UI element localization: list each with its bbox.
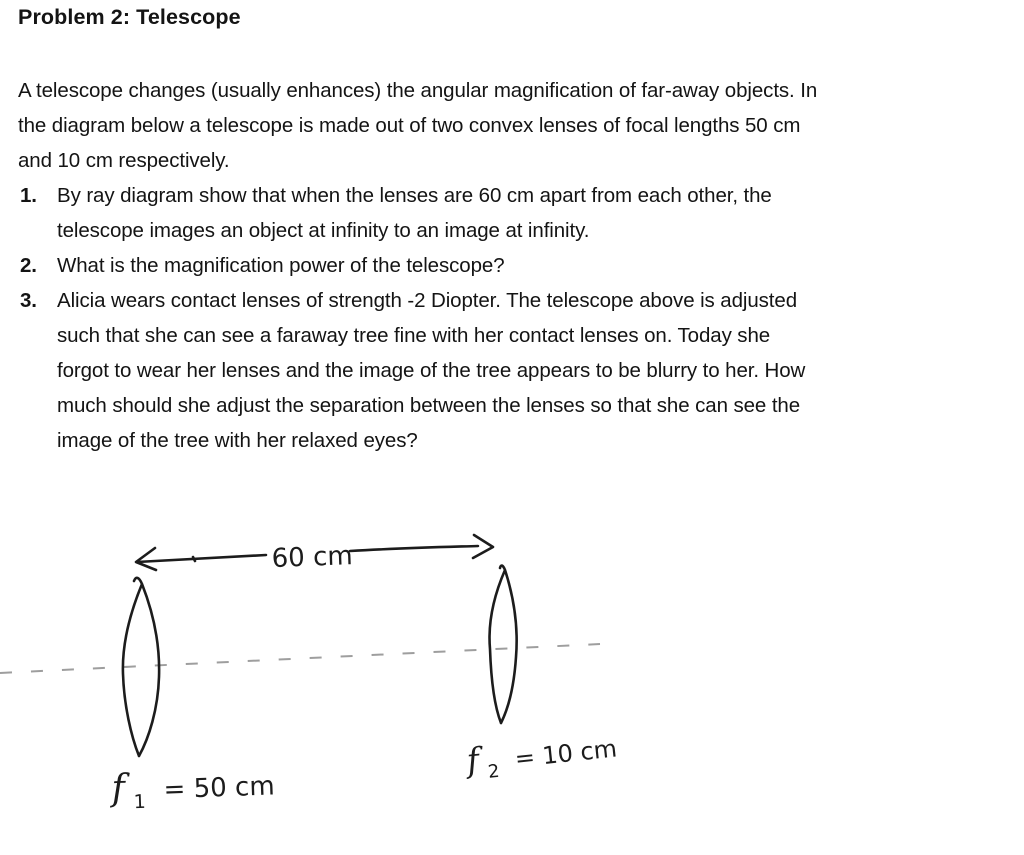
intro-line-1: A telescope changes (usually enhances) the angular magnification of far-away objects. In <box>18 79 818 102</box>
distance-arrow-line-right <box>350 546 478 551</box>
question-item-1 <box>18 178 1008 248</box>
question-number-1: 1. <box>20 184 37 207</box>
question-3-line-4: much should she adjust the separation between the lenses so that she can see the <box>57 394 801 417</box>
question-number-2: 2. <box>20 254 37 277</box>
f1-value: = 50 cm <box>163 771 276 806</box>
question-number-3: 3. <box>20 289 37 312</box>
intro-paragraph <box>18 73 1008 178</box>
f2-value: = 10 cm <box>513 734 619 773</box>
distance-arrow-tick <box>193 557 195 561</box>
question-2-line-1: What is the magnification power of the telescope? <box>57 254 505 277</box>
question-item-2 <box>18 248 1008 283</box>
question-item-3 <box>18 283 1008 458</box>
distance-label: 60 cm <box>271 541 354 574</box>
question-3-line-3: forgot to wear her lenses and the image of the tree appears to be blurry to her. How <box>57 359 806 382</box>
intro-line-2: the diagram below a telescope is made out of two convex lenses of focal lengths 50 cm <box>18 114 801 137</box>
f2-symbol: f <box>464 739 481 780</box>
document-body <box>18 73 1008 458</box>
problem-title: Problem 2: Telescope <box>18 5 241 29</box>
f1-subscript: 1 <box>133 790 147 814</box>
distance-arrow-line-left <box>137 555 266 562</box>
f1-symbol: f <box>110 767 126 809</box>
question-3-line-1: Alicia wears contact lenses of strength -2 Diopter. The telescope above is adjusted <box>57 289 797 312</box>
f2-subscript: 2 <box>486 760 501 783</box>
question-3-line-5: image of the tree with her relaxed eyes? <box>57 429 418 452</box>
question-3-line-2: such that she can see a faraway tree fine with her contact lenses on. Today she <box>57 324 771 347</box>
intro-line-3: and 10 cm respectively. <box>18 149 230 172</box>
question-1-line-2: telescope images an object at infinity to an image at infinity. <box>57 219 590 242</box>
question-1-line-1: By ray diagram show that when the lenses are 60 cm apart from each other, the <box>57 184 772 207</box>
eyepiece-lens <box>490 566 517 723</box>
question-list <box>18 178 1008 458</box>
objective-focal-length-label <box>108 762 276 816</box>
optical-axis-line <box>0 644 600 673</box>
eyepiece-focal-length-label <box>462 725 619 786</box>
telescope-diagram <box>0 500 1024 855</box>
distance-arrow-head-left <box>136 548 156 570</box>
